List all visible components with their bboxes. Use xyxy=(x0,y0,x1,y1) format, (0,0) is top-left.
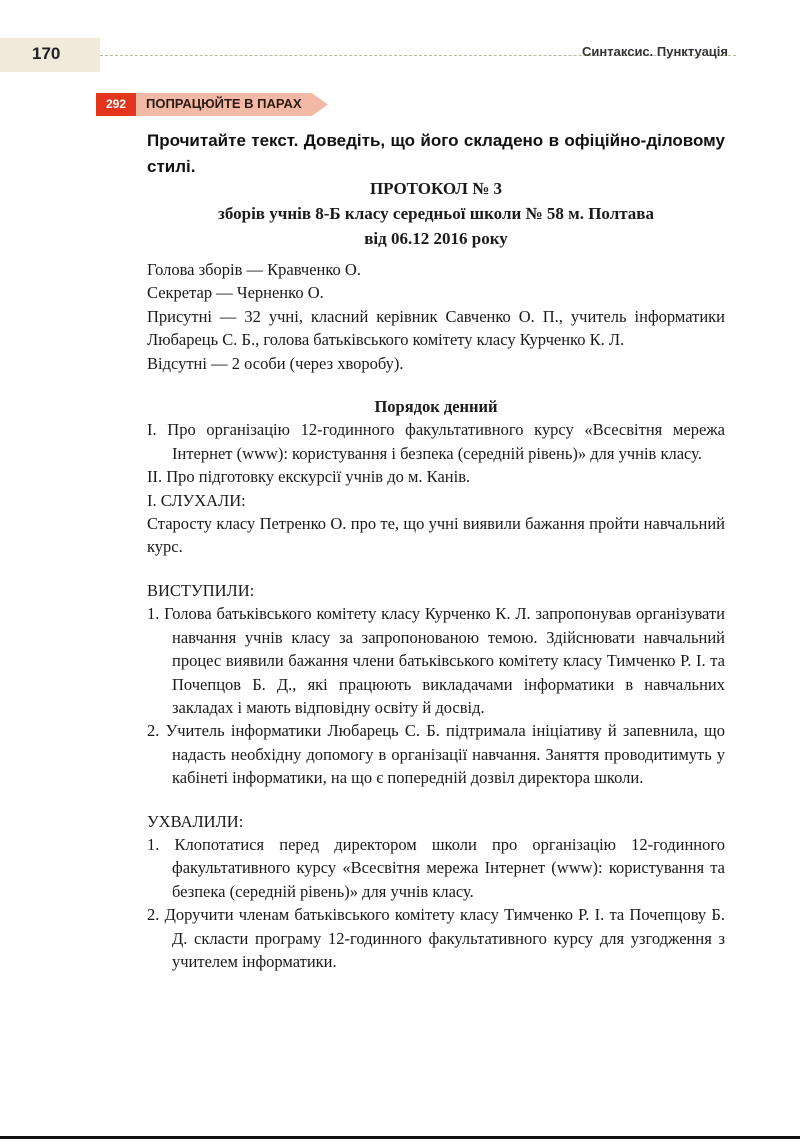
protocol-header xyxy=(147,176,725,251)
protocol-absent: Відсутні — 2 особи (через хворобу). xyxy=(147,353,404,373)
task-instruction: Прочитайте текст. Доведіть, що його складено в офіційно-діловому стилі. xyxy=(147,131,725,176)
agenda-item: І. Про організацію 12-годинного факультативного курсу «Всесвітня мережа Інтернет (www): користування і безпека (середній рівень)» для учнів класу. xyxy=(147,420,725,463)
page-number: 170 xyxy=(32,44,61,63)
protocol-subtitle: зборів учнів 8-Б класу середньої школи № 58 м. Полтава xyxy=(218,204,654,223)
spacer xyxy=(147,375,725,395)
decided-title: УХВАЛИЛИ: xyxy=(147,811,244,831)
protocol-secretary: Секретар — Черненко О. xyxy=(147,283,324,303)
spoke-title: ВИСТУПИЛИ: xyxy=(147,580,255,600)
task-title: ПОПРАЦЮЙТЕ В ПАРАХ xyxy=(146,96,302,111)
agenda-title: Порядок денний xyxy=(374,397,498,417)
agenda-item: ІІ. Про підготовку екскурсії учнів до м. Канів. xyxy=(147,467,471,487)
heard-text: Старосту класу Петренко О. про те, що учні виявили бажання пройти навчальний курс. xyxy=(147,514,725,557)
task-number-badge: 292 xyxy=(96,93,136,116)
decided-item: 1. Клопотатися перед директором школи про організацію 12-годинного факультативного курсу «Всесвітня мережа Інтернет (www): користування та безпека (середній рівень)» для учнів класу. xyxy=(147,834,725,901)
spacer xyxy=(147,790,725,810)
protocol-present: Присутні — 32 учні, класний керівник Савченко О. П., учитель інформатики Любарець С. Б., голова батьківського комітету класу Курченко К. Л. xyxy=(147,306,725,350)
spacer xyxy=(147,559,725,579)
decided-item: 2. Доручити членам батьківського комітету класу Тимченко Р. І. та Почепцову Б. Д. скласти програму 12-годинного факультативного курсу для узгодження з учителем інформатики. xyxy=(147,905,725,971)
bottom-rule xyxy=(0,1136,800,1139)
protocol-chair: Голова зборів — Кравченко О. xyxy=(147,260,361,279)
protocol-title: ПРОТОКОЛ № 3 xyxy=(369,179,503,198)
protocol-body xyxy=(147,258,725,973)
protocol-date: від 06.12 2016 року xyxy=(364,229,508,248)
running-head: Синтаксис. Пунктуація xyxy=(582,44,728,59)
spoke-item: 2. Учитель інформатики Любарець С. Б. підтримала ініціативу й запевнила, що надасть необхідну допомогу в організації навчання. Заняття проводитимуть у кабінеті інформатики, на що є попередній дозвіл директора школи. xyxy=(147,721,725,788)
spoke-item: 1. Голова батьківського комітету класу Курченко К. Л. запропонував організувати навчання учнів класу за запропонованою темою. Здійснювати навчальний процес виявили бажання члени батьківського комітету класу Тимченко Р. І. та Почепцов Б. Д., які працюють викладачами інформатики в навчальних закладах і мають відповідну освіту й досвід. xyxy=(147,604,725,717)
heard-title: І. СЛУХАЛИ: xyxy=(147,490,246,510)
